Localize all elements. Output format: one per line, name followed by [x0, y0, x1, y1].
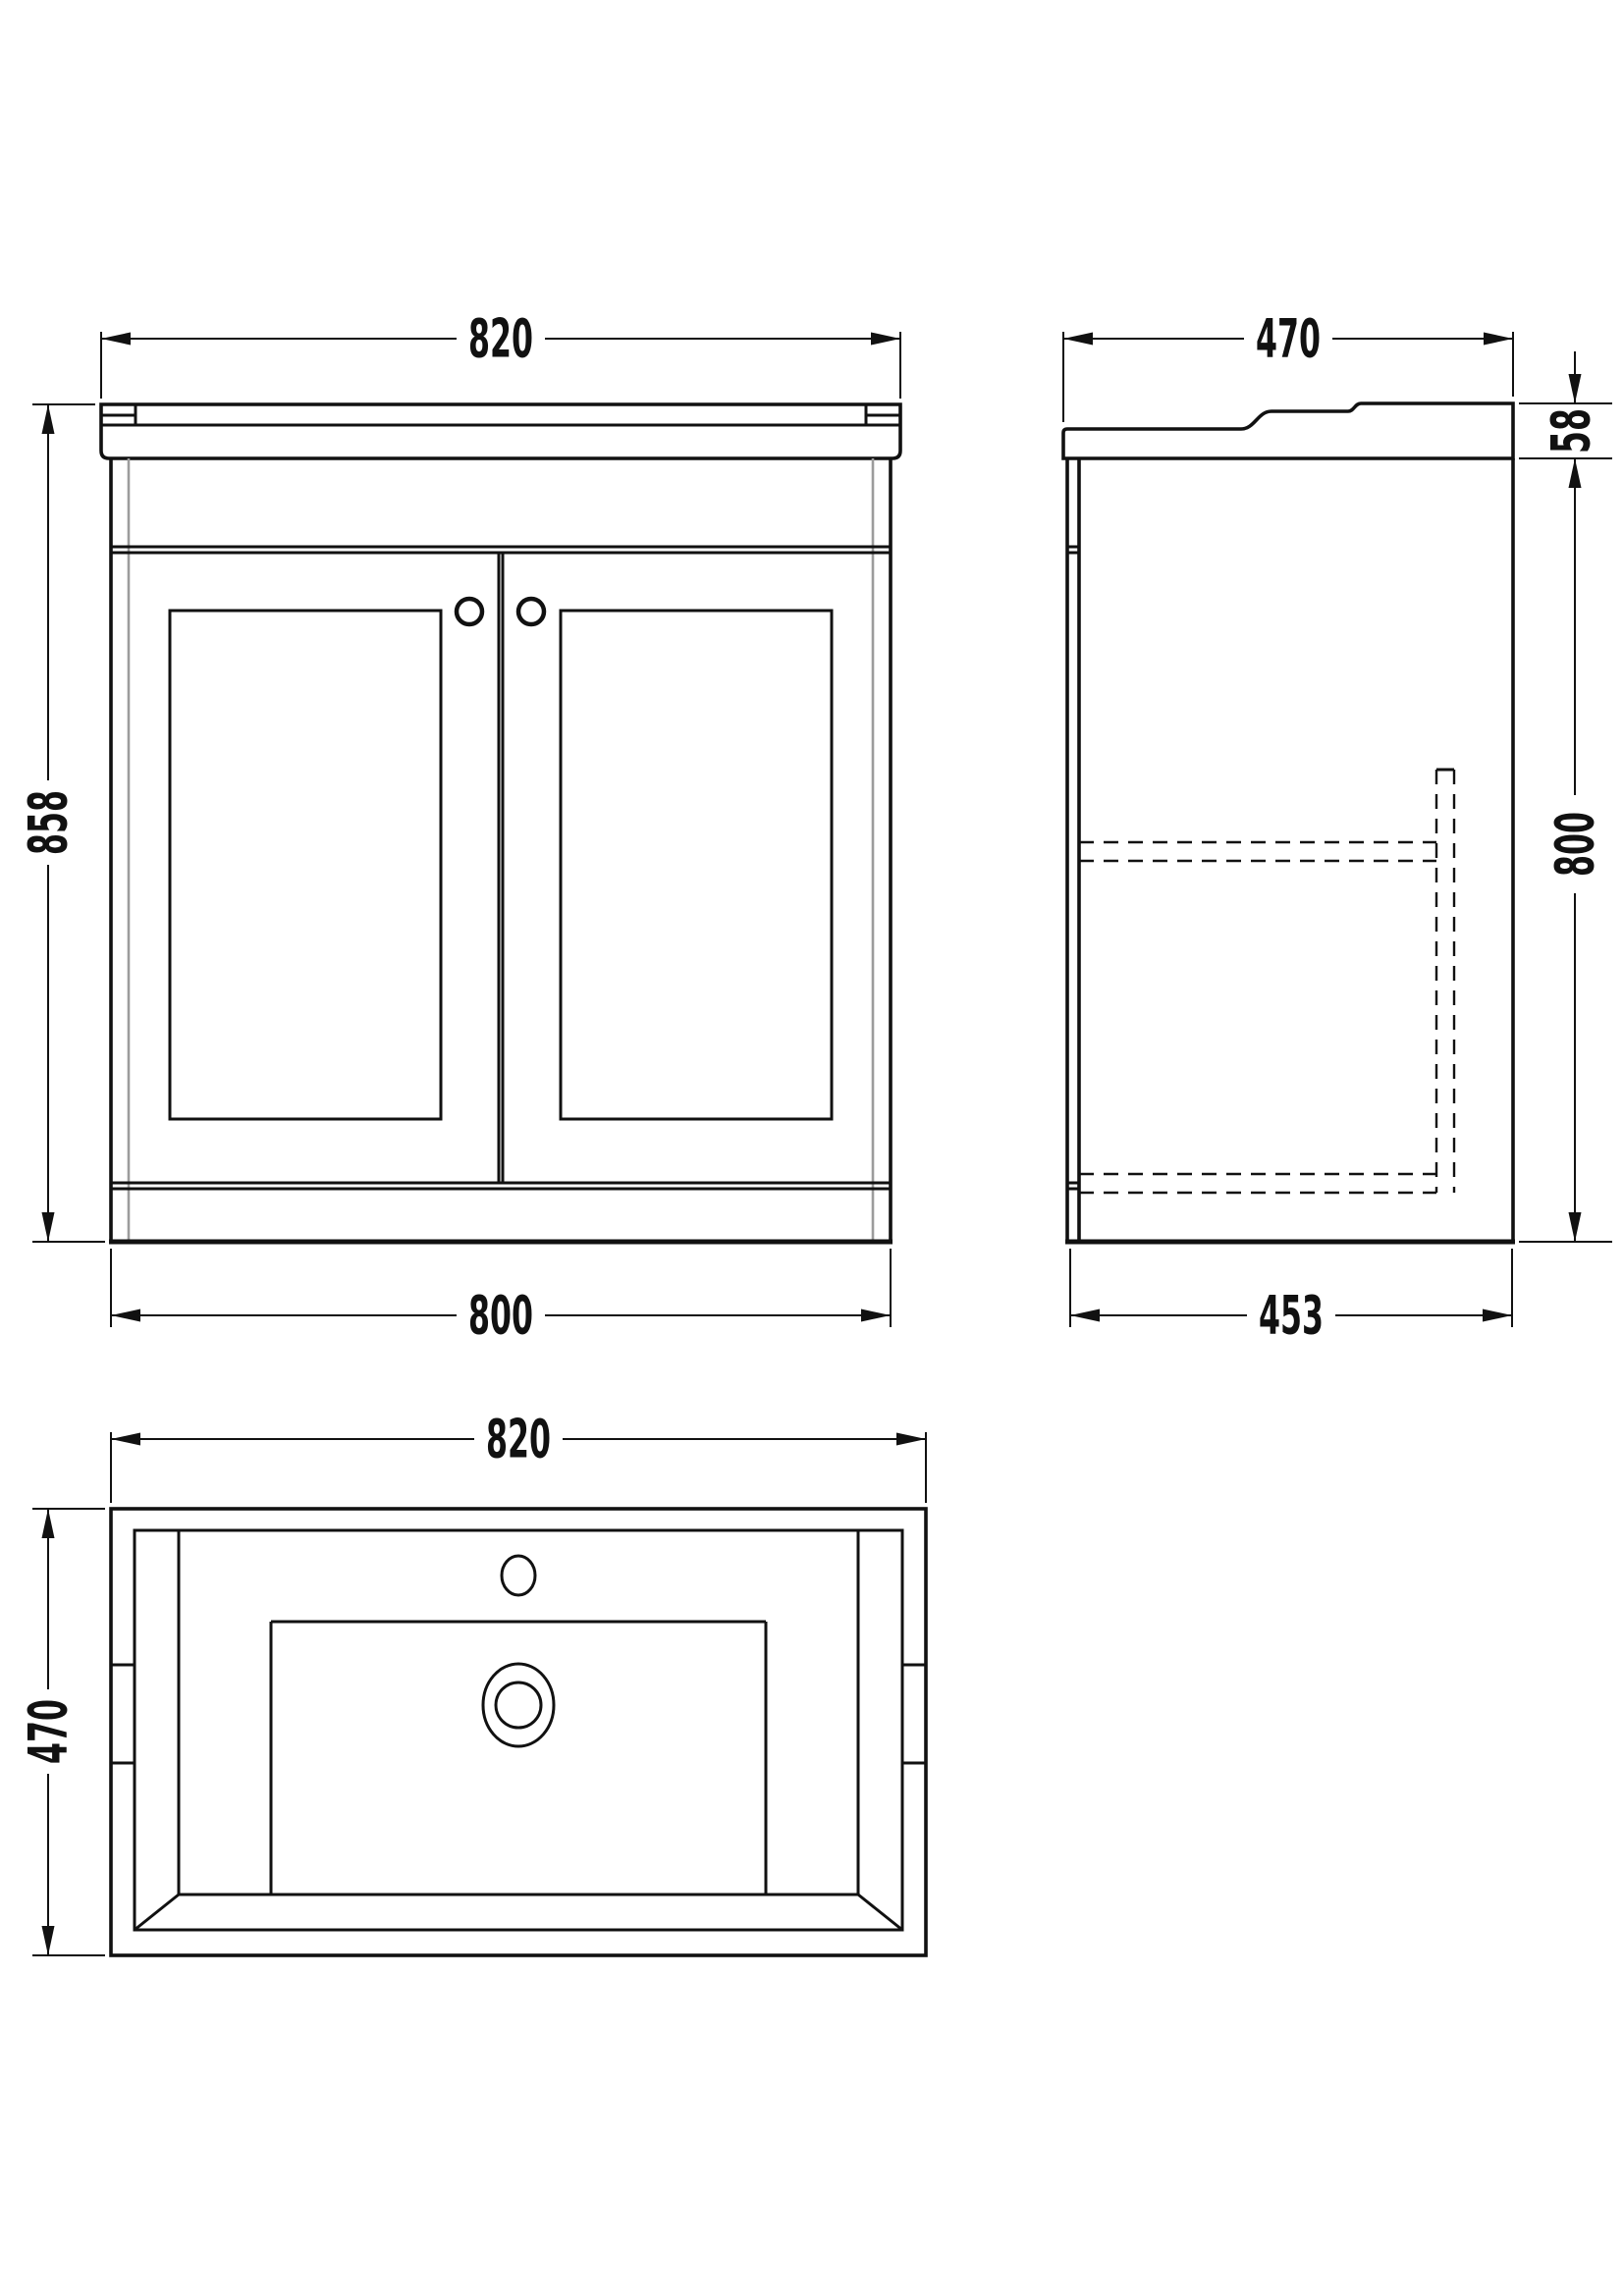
plan-basin-inner-rim: [179, 1530, 858, 1895]
front-left-door-panel: [170, 611, 441, 1119]
front-width-bottom-label: 800: [468, 1284, 533, 1347]
dim-front-height: [18, 404, 106, 1242]
plan-view: [18, 1409, 927, 1956]
front-doors-bottom-joint: [111, 1183, 891, 1189]
plan-fixing-slots: [111, 1665, 926, 1763]
dim-side-depth-bottom: [1070, 1249, 1512, 1347]
front-doors-top-joint: [111, 547, 891, 553]
side-depth-bottom-label: 453: [1259, 1284, 1324, 1347]
waste-drain-outer: [483, 1664, 554, 1746]
front-height-label: 858: [17, 744, 80, 855]
side-depth-top-label: 470: [1256, 307, 1321, 370]
front-door-divider: [499, 553, 503, 1183]
dim-side-cabinet-height: [1519, 458, 1612, 1242]
front-countertop-endcap-right: [866, 404, 900, 425]
front-countertop-endcap-left: [101, 404, 135, 425]
front-width-top-label: 820: [468, 307, 533, 370]
side-cabinet-height-label: 800: [1543, 766, 1606, 877]
dim-plan-depth: [18, 1509, 106, 1955]
left-door-handle: [457, 599, 482, 624]
side-cabinet-front-edge: [1067, 458, 1079, 1242]
dim-front-width-top: [101, 308, 900, 400]
plan-basin-chamfers: [135, 1895, 902, 1930]
plan-depth-label: 470: [17, 1653, 80, 1764]
dim-side-counter-height: [1519, 351, 1612, 510]
dim-front-width-bottom: [111, 1249, 891, 1347]
front-view: [18, 308, 901, 1347]
front-cabinet-shadow-lines: [129, 458, 873, 1242]
front-cabinet-sides: [111, 458, 891, 1242]
front-countertop: [101, 404, 900, 458]
plan-width-label: 820: [486, 1408, 551, 1470]
plan-basin-rim: [135, 1530, 902, 1930]
hidden-internal-lines: [1079, 770, 1454, 1193]
plan-countertop-outline: [111, 1509, 926, 1955]
dim-plan-width: [111, 1409, 926, 1504]
side-counter-height-label: 58: [1540, 379, 1602, 454]
side-countertop-profile: [1063, 403, 1513, 458]
tap-hole: [502, 1556, 535, 1595]
right-door-handle: [518, 599, 544, 624]
waste-drain-inner: [496, 1682, 541, 1728]
front-right-door-panel: [561, 611, 832, 1119]
side-view: [1063, 308, 1612, 1347]
